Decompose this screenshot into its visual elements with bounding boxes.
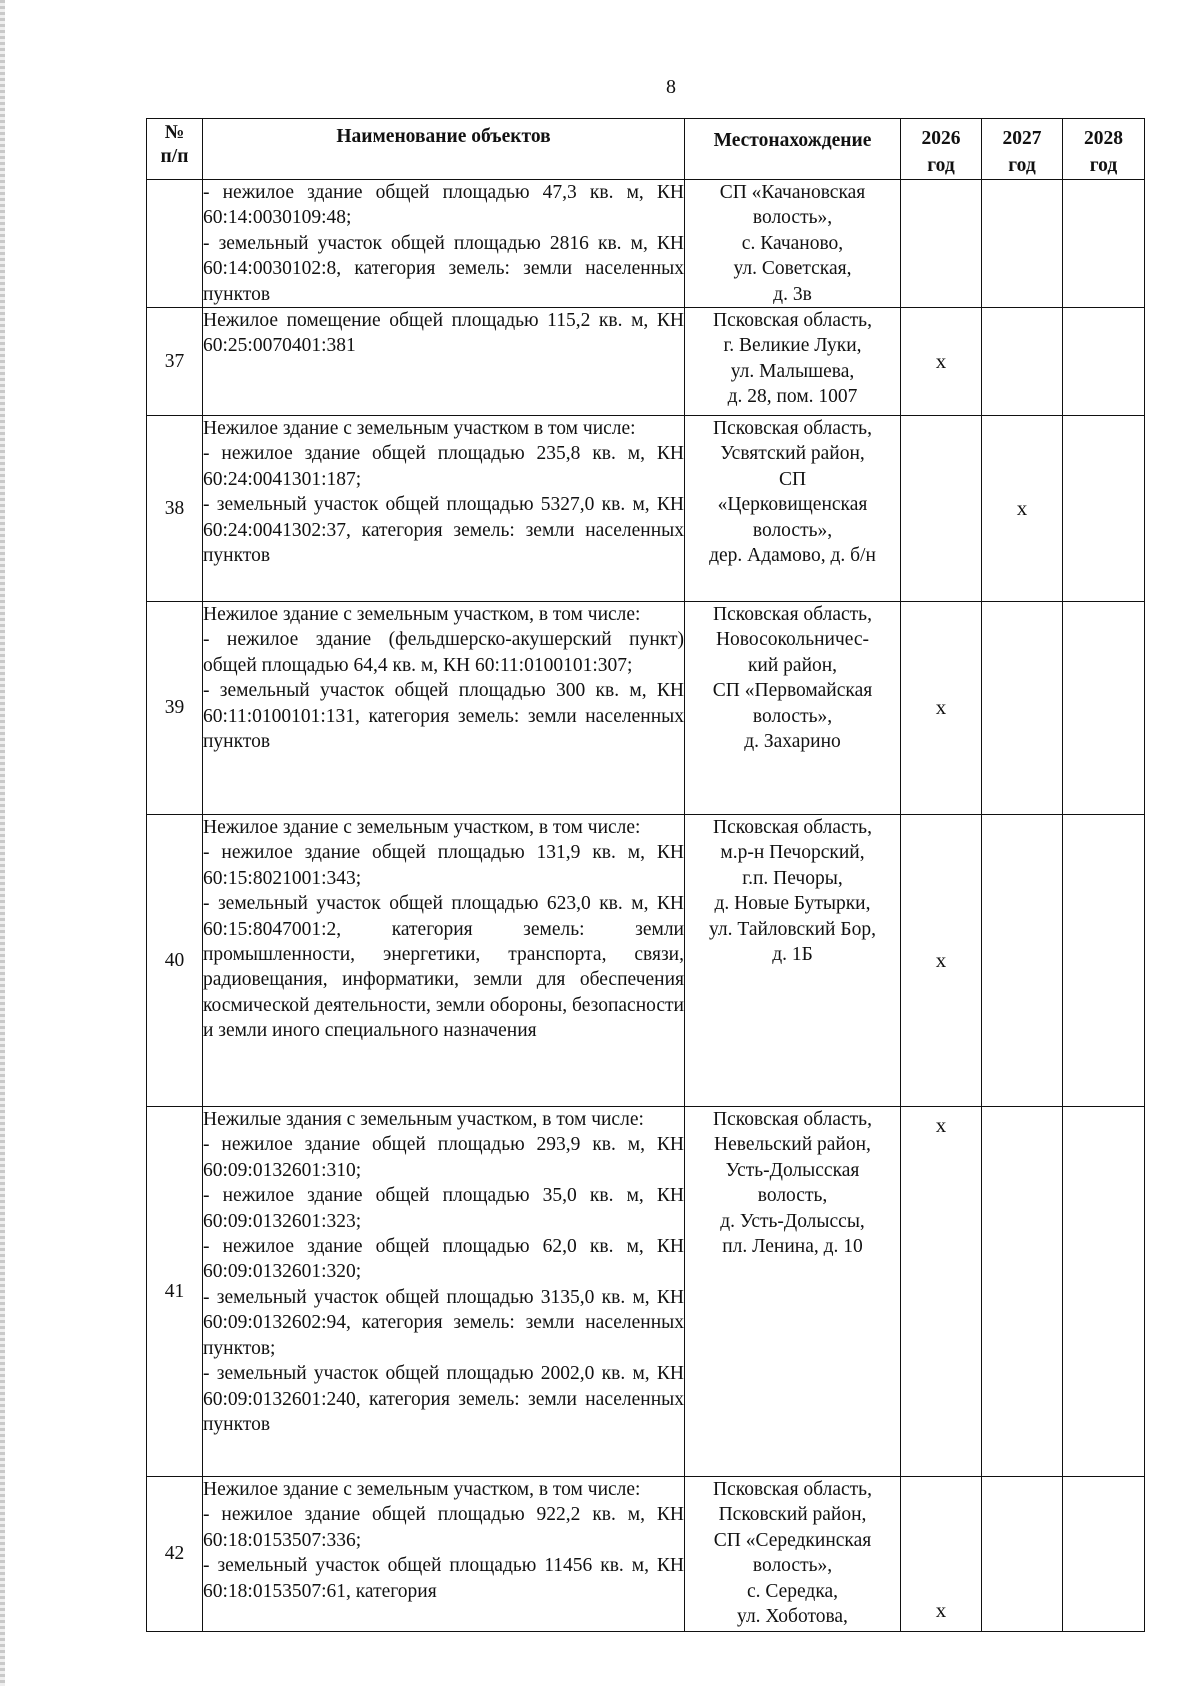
row-number: 37 (147, 308, 203, 416)
mark-2028 (1063, 602, 1145, 815)
mark-2026: х (901, 1107, 982, 1477)
row-number: 42 (147, 1477, 203, 1632)
object-line: Нежилое помещение общей площадью 115,2 кв. м, КН 60:25:0070401:381 (203, 310, 684, 357)
location-line: волость», (752, 1555, 833, 1577)
mark-2027 (982, 1107, 1063, 1477)
object-description (203, 416, 685, 602)
location-line: СП (778, 468, 807, 490)
object-line: - земельный участок общей площадью 3135,0 кв. м, КН 60:09:0132602:94, категория земель: земли населенных пунктов; (203, 1286, 684, 1359)
location-line: СП «Качановская волость», (719, 182, 866, 229)
location-line: с. Середка, (746, 1580, 839, 1602)
location-line: Усвятский район, (720, 443, 865, 465)
location-line: ул. Хоботова, (737, 1606, 848, 1628)
table-header-row (147, 119, 1145, 180)
object-line: Нежилое здание с земельным участком, в том числе: (203, 604, 641, 626)
object-line: - нежилое здание (фельдшерско-акушерский пункт) общей площадью 64,4 кв. м, КН 60:11:0100101:307; (203, 629, 684, 676)
mark-2026: х (901, 308, 982, 416)
object-line: - земельный участок общей площадью 2002,0 кв. м, КН 60:09:0132601:240, категория земель: земли населенных пунктов (203, 1363, 684, 1435)
table-row (147, 416, 1145, 602)
mark-2027: х (982, 416, 1063, 602)
mark-2028 (1063, 1477, 1145, 1632)
location-line: ул. Советская, (733, 258, 852, 280)
location-line: Псковская область, (713, 1109, 872, 1131)
location-line: д. Захарино (744, 731, 841, 753)
object-description (203, 308, 685, 416)
object-line: - земельный участок общей площадью 11456 кв. м, КН 60:18:0153507:61, категория (203, 1555, 684, 1602)
object-line: - земельный участок общей площадью 2816 кв. м, КН 60:14:0030102:8, категория земель: земли населенных пунктов (203, 232, 684, 305)
mark-2028 (1063, 308, 1145, 416)
location-line: СП «Первомайская (712, 680, 873, 702)
row-number: 39 (147, 602, 203, 815)
row-number: 41 (147, 1107, 203, 1477)
location-line: ул. Тайловский Бор, (709, 918, 876, 940)
location-line: волость, (757, 1185, 828, 1207)
location-line: Новосокольничес- (715, 629, 870, 651)
object-location (685, 308, 901, 416)
object-line: - нежилое здание общей площадью 235,8 кв. м, КН 60:24:0041301:187; (203, 443, 684, 490)
location-line: м.р-н Печорский, (720, 842, 865, 864)
location-line: ул. Малышева, (730, 360, 855, 382)
location-line: «Церковищенская (717, 494, 868, 516)
row-number: 40 (147, 815, 203, 1107)
location-line: СП «Середкинская (713, 1529, 872, 1551)
row-number (147, 180, 203, 308)
mark-2026 (901, 416, 982, 602)
object-line: Нежилое здание с земельным участком, в том числе: (203, 817, 641, 839)
object-line: - нежилое здание общей площадью 293,9 кв. м, КН 60:09:0132601:310; (203, 1134, 684, 1181)
mark-2028 (1063, 416, 1145, 602)
object-line: Нежилое здание с земельным участком, в том числе: (203, 1479, 641, 1501)
object-line: - нежилое здание общей площадью 47,3 кв. м, КН 60:14:0030109:48; (203, 182, 684, 229)
mark-2027 (982, 602, 1063, 815)
object-description (203, 180, 685, 308)
object-line: - нежилое здание общей площадью 131,9 кв. м, КН 60:15:8021001:343; (203, 842, 684, 889)
object-description (203, 602, 685, 815)
location-line: пл. Ленина, д. 10 (722, 1236, 863, 1258)
location-line: Невельский район, (714, 1134, 871, 1156)
object-line: - нежилое здание общей площадью 922,2 кв. м, КН 60:18:0153507:336; (203, 1504, 684, 1551)
object-location (685, 1477, 901, 1632)
object-description (203, 815, 685, 1107)
location-line: Псковская область, (713, 1479, 872, 1501)
location-line: г.п. Печоры, (742, 867, 843, 889)
table-row (147, 1477, 1145, 1632)
mark-2027 (982, 1477, 1063, 1632)
table-row (147, 308, 1145, 416)
object-line: - нежилое здание общей площадью 62,0 кв. м, КН 60:09:0132601:320; (203, 1236, 684, 1283)
object-location (685, 602, 901, 815)
mark-2028 (1063, 1107, 1145, 1477)
header-object-name: Наименование объектов (203, 119, 685, 180)
object-description (203, 1107, 685, 1477)
mark-2026: х (901, 1477, 982, 1632)
mark-2028 (1063, 180, 1145, 308)
location-line: с. Качаново, (741, 232, 844, 254)
scan-edge (0, 0, 5, 1686)
object-line: - земельный участок общей площадью 300 кв. м, КН 60:11:0100101:131, категория земель: земли населенных пунктов (203, 680, 684, 753)
location-line: г. Великие Луки, (723, 335, 862, 357)
location-line: Псковская область, (713, 310, 872, 332)
page-number: 8 (666, 76, 676, 98)
header-year-2027: 2027 год (982, 119, 1063, 180)
object-line: - земельный участок общей площадью 5327,0 кв. м, КН 60:24:0041302:37, категория земель: земли населенных пунктов (203, 494, 684, 567)
location-line: Псковская область, (713, 817, 872, 839)
location-line: д. 3в (773, 283, 812, 305)
property-table (146, 118, 1145, 1632)
location-line: волость», (752, 519, 833, 541)
mark-2026 (901, 180, 982, 308)
location-line: Усть-Долысская (725, 1159, 860, 1181)
mark-2026: х (901, 815, 982, 1107)
object-description (203, 1477, 685, 1632)
object-line: - земельный участок общей площадью 623,0 кв. м, КН 60:15:8047001:2, категория земель: земли промышленности, энергетики, транспорта, связи, радиовещания, информатики, земли для обеспечения космической деятельности, земли обороны, безопасности и земли иного специального назначения (203, 893, 684, 1042)
object-line: Нежилые здания с земельным участком, в том числе: (203, 1109, 644, 1131)
header-location: Местонахождение (685, 119, 901, 180)
location-line: д. 28, пом. 1007 (727, 386, 858, 408)
mark-2027 (982, 308, 1063, 416)
location-line: кий район, (747, 654, 838, 676)
location-line: дер. Адамово, д. б/н (709, 545, 876, 567)
location-line: Псковский район, (718, 1504, 867, 1526)
object-location (685, 416, 901, 602)
header-number: № п/п (147, 119, 203, 180)
mark-2027 (982, 815, 1063, 1107)
table-row (147, 180, 1145, 308)
row-number: 38 (147, 416, 203, 602)
object-location (685, 1107, 901, 1477)
table-row (147, 602, 1145, 815)
table-row (147, 815, 1145, 1107)
location-line: д. Усть-Долыссы, (720, 1210, 865, 1232)
object-location (685, 815, 901, 1107)
location-line: Псковская область, (713, 418, 872, 440)
object-location (685, 180, 901, 308)
location-line: Псковская область, (713, 604, 872, 626)
location-line: д. Новые Бутырки, (714, 893, 871, 915)
table-row (147, 1107, 1145, 1477)
location-line: д. 1Б (772, 944, 813, 966)
header-year-2028: 2028 год (1063, 119, 1145, 180)
location-line: волость», (752, 705, 833, 727)
object-line: - нежилое здание общей площадью 35,0 кв. м, КН 60:09:0132601:323; (203, 1185, 684, 1232)
header-year-2026: 2026 год (901, 119, 982, 180)
mark-2027 (982, 180, 1063, 308)
mark-2026: х (901, 602, 982, 815)
object-line: Нежилое здание с земельным участком в том числе: (203, 418, 636, 440)
mark-2028 (1063, 815, 1145, 1107)
